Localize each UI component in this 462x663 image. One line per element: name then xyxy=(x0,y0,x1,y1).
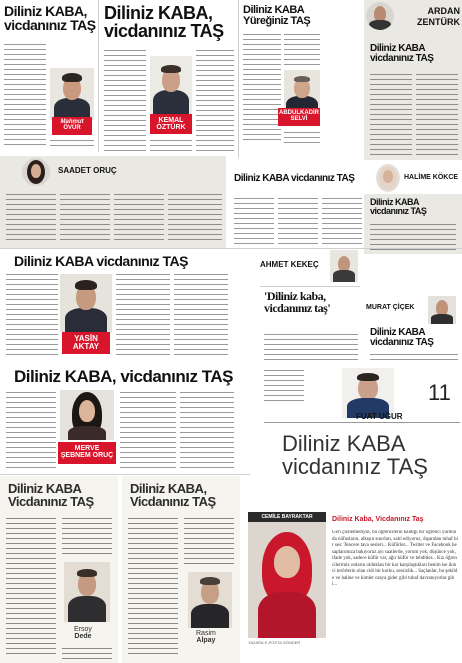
clip-4-columnist-photo xyxy=(366,2,394,30)
clip-14-columnist-photo xyxy=(248,512,326,638)
clip-3-body-left xyxy=(243,32,281,144)
clip-13-body-left xyxy=(128,516,178,658)
clip-2-author-tag: KEMAL ÖZTÜRK xyxy=(150,114,192,134)
clip-13-author-photo xyxy=(188,572,232,628)
clip-12-headline: Diliniz KABA Vicdanınız TAŞ xyxy=(8,481,94,509)
clip-7-body-col3 xyxy=(174,272,228,358)
clip-8-columnist-photo xyxy=(330,250,358,282)
clip-9-cicek xyxy=(364,296,462,368)
clip-7-body-col2 xyxy=(116,272,170,358)
clip-14-headline: Diliniz Kaba, Vicdanınız Taş xyxy=(332,516,424,523)
clip-14-footer: YAZARA E-POSTA GÖNDER xyxy=(248,640,301,645)
clip-7-headline: Diliniz KABA vicdanınız TAŞ xyxy=(14,253,188,269)
clip-5-columnist-name: SAADET ORUÇ xyxy=(58,166,117,175)
clip-6-columnist-name: HALİME KÖKCE xyxy=(404,174,459,181)
clip-10-body-col1 xyxy=(6,390,56,468)
clip-7-author-tag: YASİN AKTAY xyxy=(62,332,110,354)
clip-6-body-col3 xyxy=(322,196,362,244)
clip-6-columnist-photo xyxy=(376,164,400,192)
clip-11-page-number: 11 xyxy=(428,380,451,405)
clip-5-oruc xyxy=(0,156,226,248)
clip-10-merve-oruc xyxy=(0,364,238,472)
clip-7-author-photo xyxy=(60,274,112,332)
clip-12-body-right xyxy=(62,516,112,556)
clip-8-columnist-name: AHMET KEKEÇ xyxy=(260,260,319,269)
clip-13-headline: Diliniz KABA, Vicdanınız TAŞ xyxy=(130,481,216,509)
clip-5-columnist-photo xyxy=(22,158,50,186)
clip-6b-headline: Diliniz KABA vicdanınız TAŞ xyxy=(370,197,427,216)
clip-1-ovur xyxy=(0,0,98,152)
clip-11-intro-text xyxy=(264,368,304,404)
clip-13-author-name: Rasim Alpay xyxy=(196,630,216,644)
clip-11-columnist-name: FUAT UĞUR xyxy=(356,412,403,421)
clip-8-headline: 'Diliniz kaba, vicdanınız taş' xyxy=(264,289,331,315)
clip-3-body-right xyxy=(284,32,320,68)
clip-2-headline: Diliniz KABA, vicdanınız TAŞ xyxy=(104,3,224,41)
clip-6b-side xyxy=(364,194,462,254)
divider xyxy=(98,0,99,152)
clip-4-columnist-name: ARDAN ZENTÜRK xyxy=(417,6,460,27)
clip-10-author-tag: MERVE ŞEBNEM ORUÇ xyxy=(58,442,116,464)
clip-14-columnist-label: CEMİLE BAYRAKTAR xyxy=(248,512,326,522)
clip-5-body-col3 xyxy=(114,192,164,244)
clip-11-headline: Diliniz KABA vicdanınız TAŞ xyxy=(282,431,428,480)
clip-12-body-left xyxy=(6,516,56,658)
clip-12-body-bottom xyxy=(62,646,112,660)
clip-9-columnist-photo xyxy=(428,296,456,324)
clip-1-body-left xyxy=(4,42,46,147)
clip-8-kekec xyxy=(258,250,362,362)
clip-5-body-col2 xyxy=(60,192,110,244)
clip-4-body-right xyxy=(416,72,458,156)
clip-3-body-bottom xyxy=(284,130,320,144)
clip-11-columnist-photo xyxy=(342,368,394,418)
clip-2-ozturk xyxy=(100,0,236,158)
clip-11-ugur xyxy=(260,364,462,510)
clip-9-headline: Diliniz KABA vicdanınız TAŞ xyxy=(370,327,434,348)
clip-6-body-col2 xyxy=(278,196,318,244)
clip-7-body-col1 xyxy=(6,272,58,358)
clip-2-body-col3 xyxy=(196,48,234,154)
clip-12-author-name: Ersoy Dede xyxy=(74,626,92,640)
divider xyxy=(0,474,250,475)
clip-5-body-col4 xyxy=(168,192,222,244)
clip-3-selvi xyxy=(240,0,322,148)
clip-10-author-photo xyxy=(60,390,114,440)
clip-2-author-photo xyxy=(150,56,192,114)
clip-14-body: Geri çizilemediyse, bu öğrencilerin kaldığı bir öğrenci yurdunda nüfusların, alkışın sınırları, salıl ediyoruz, dışarıdan tuhaf bir ses: Tencere tava sesleri... Küfürler... Twitter ve Facebook hesaplarımıza bakıyoruz ayı saatlerde, yorum yok, düşünce yok, ifade yok, sadece küfür var, ağır küfür ve tehditler... Kız öğrencilerimiz onların olduklan bir kar karşılaştıkları benim ise ikinci terörlerin olan cidi bir korku, sessizlik... Saçlanlar, bu şekilde ve haline ve kimler oraya gider gibi tuhaf davranıyorlar gibi... xyxy=(332,530,458,587)
clip-10-body-col3 xyxy=(180,390,234,468)
clip-10-headline: Diliniz KABA, vicdanınız TAŞ xyxy=(14,367,233,386)
clip-1-author-photo xyxy=(50,68,94,120)
clip-1-body-right xyxy=(50,138,94,150)
clip-6-headline: Diliniz KABA vicdanınız TAŞ xyxy=(234,173,355,184)
clip-10-body-col2 xyxy=(120,390,176,468)
clip-4-zenturk xyxy=(364,0,462,160)
clip-3-headline: Diliniz KABA Yüreğiniz TAŞ xyxy=(243,4,311,27)
clip-7-aktay xyxy=(0,250,232,362)
clip-6b-body xyxy=(370,222,456,250)
clip-13-alpay xyxy=(122,476,240,663)
clip-2-body-col1 xyxy=(104,48,146,154)
clip-3-author-tag: ABDULKADİR SELVİ xyxy=(278,108,320,126)
clip-6-body-col1 xyxy=(234,196,274,244)
clip-4-headline: Diliniz KABA vicdanınız TAŞ xyxy=(370,43,434,64)
clip-12-author-photo xyxy=(64,562,110,622)
divider xyxy=(238,0,239,158)
clip-13-body-right xyxy=(184,516,234,566)
divider xyxy=(0,248,462,249)
clip-14-bayraktar xyxy=(244,512,462,663)
clip-1-author-tag: Mahmut ÖVÜR xyxy=(52,117,92,135)
clip-8-body xyxy=(264,332,358,360)
clip-1-headline: Diliniz KABA, vicdanınız TAŞ xyxy=(4,3,96,33)
clip-9-columnist-name: MURAT ÇİÇEK xyxy=(366,304,415,311)
clip-4-body-left xyxy=(370,72,412,156)
clip-12-dede xyxy=(0,476,118,663)
clip-5-body-col1 xyxy=(6,192,56,244)
clip-2-body-col2 xyxy=(150,138,192,154)
